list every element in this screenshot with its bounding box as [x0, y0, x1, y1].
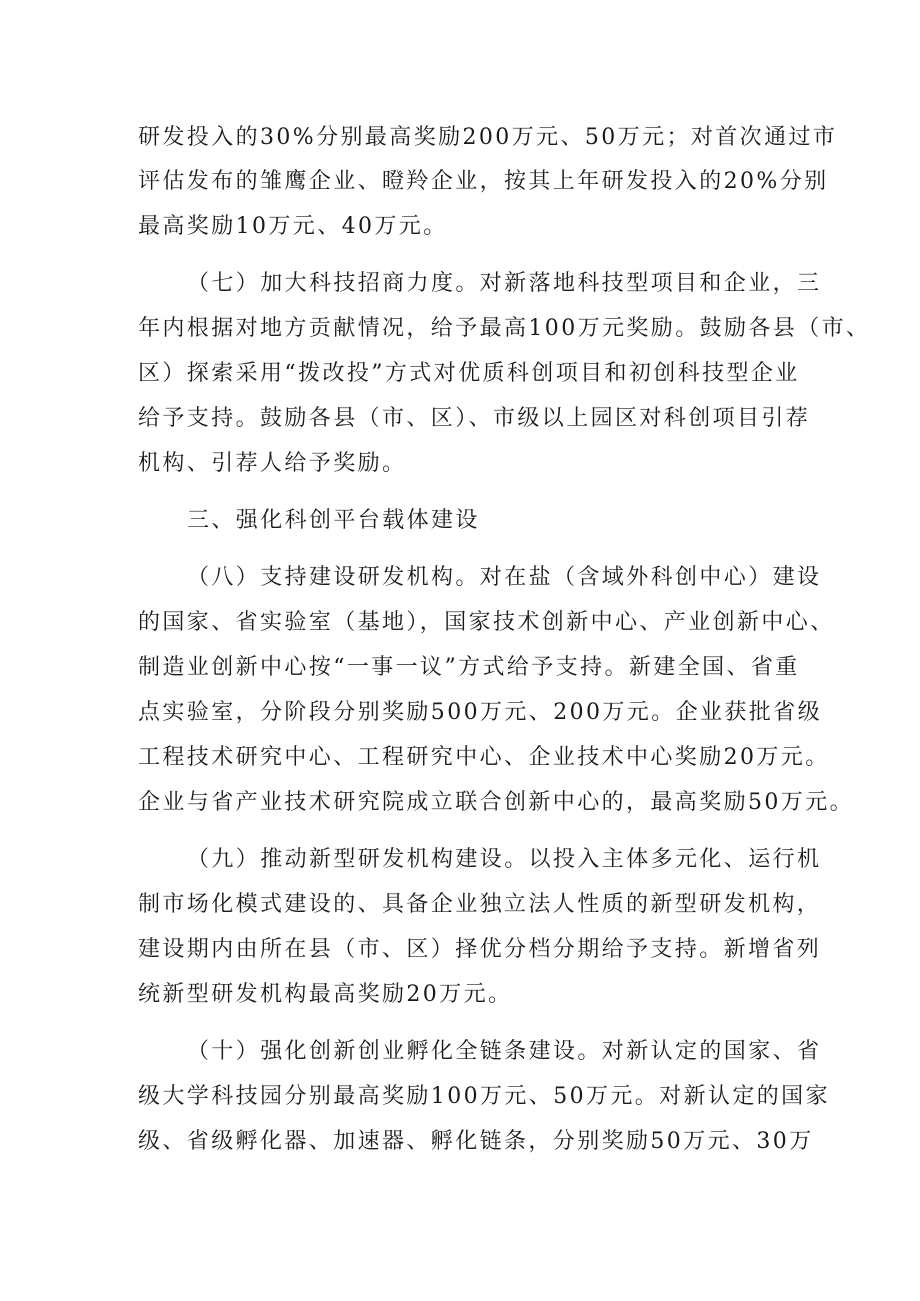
- paragraph-line: 制市场化模式建设的、具备企业独立法人性质的新型研发机构，: [138, 892, 822, 917]
- paragraph-line: （九）推动新型研发机构建设。以投入主体多元化、运行机: [187, 847, 822, 872]
- paragraph-line: 年内根据对地方贡献情况，给予最高100万元奖励。鼓励各县（市、: [138, 316, 871, 341]
- paragraph-line: 级、省级孵化器、加速器、孵化链条，分别奖励50万元、30万: [138, 1129, 814, 1154]
- paragraph-line: 的国家、省实验室（基地），国家技术创新中心、产业创新中心、: [138, 610, 835, 635]
- paragraph-line: （七）加大科技招商力度。对新落地科技型项目和企业，三: [187, 271, 822, 296]
- paragraph-line: 研发投入的30%分别最高奖励200万元、50万元；对首次通过市: [138, 125, 838, 150]
- paragraph-line: 制造业创新中心按“一事一议”方式给予支持。新建全国、省重: [138, 655, 800, 680]
- paragraph-line: 评估发布的雏鹰企业、瞪羚企业，按其上年研发投入的20%分别: [138, 169, 829, 194]
- section-heading: 三、强化科创平台载体建设: [187, 508, 480, 533]
- paragraph-line: 区）探索采用“拨改投”方式对优质科创项目和初创科技型企业: [138, 361, 800, 386]
- paragraph-line: 给予支持。鼓励各县（市、区）、市级以上园区对科创项目引荐: [138, 406, 811, 431]
- paragraph-line: 最高奖励10万元、40万元。: [138, 214, 448, 239]
- paragraph-line: 机构、引荐人给予奖励。: [138, 451, 407, 476]
- paragraph-line: （八）支持建设研发机构。对在盐（含域外科创中心）建设: [187, 565, 822, 590]
- paragraph-line: （十）强化创新创业孵化全链条建设。对新认定的国家、省: [187, 1039, 822, 1064]
- paragraph-line: 建设期内由所在县（市、区）择优分档分期给予支持。新增省列: [138, 937, 822, 962]
- paragraph-line: 统新型研发机构最高奖励20万元。: [138, 982, 513, 1007]
- paragraph-line: 工程技术研究中心、工程研究中心、企业技术中心奖励20万元。: [138, 745, 830, 770]
- paragraph-line: 企业与省产业技术研究院成立联合创新中心的，最高奖励50万元。: [138, 790, 854, 815]
- paragraph-line: 级大学科技园分别最高奖励100万元、50万元。对新认定的国家: [138, 1084, 830, 1109]
- paragraph-line: 点实验室，分阶段分别奖励500万元、200万元。企业获批省级: [138, 700, 822, 725]
